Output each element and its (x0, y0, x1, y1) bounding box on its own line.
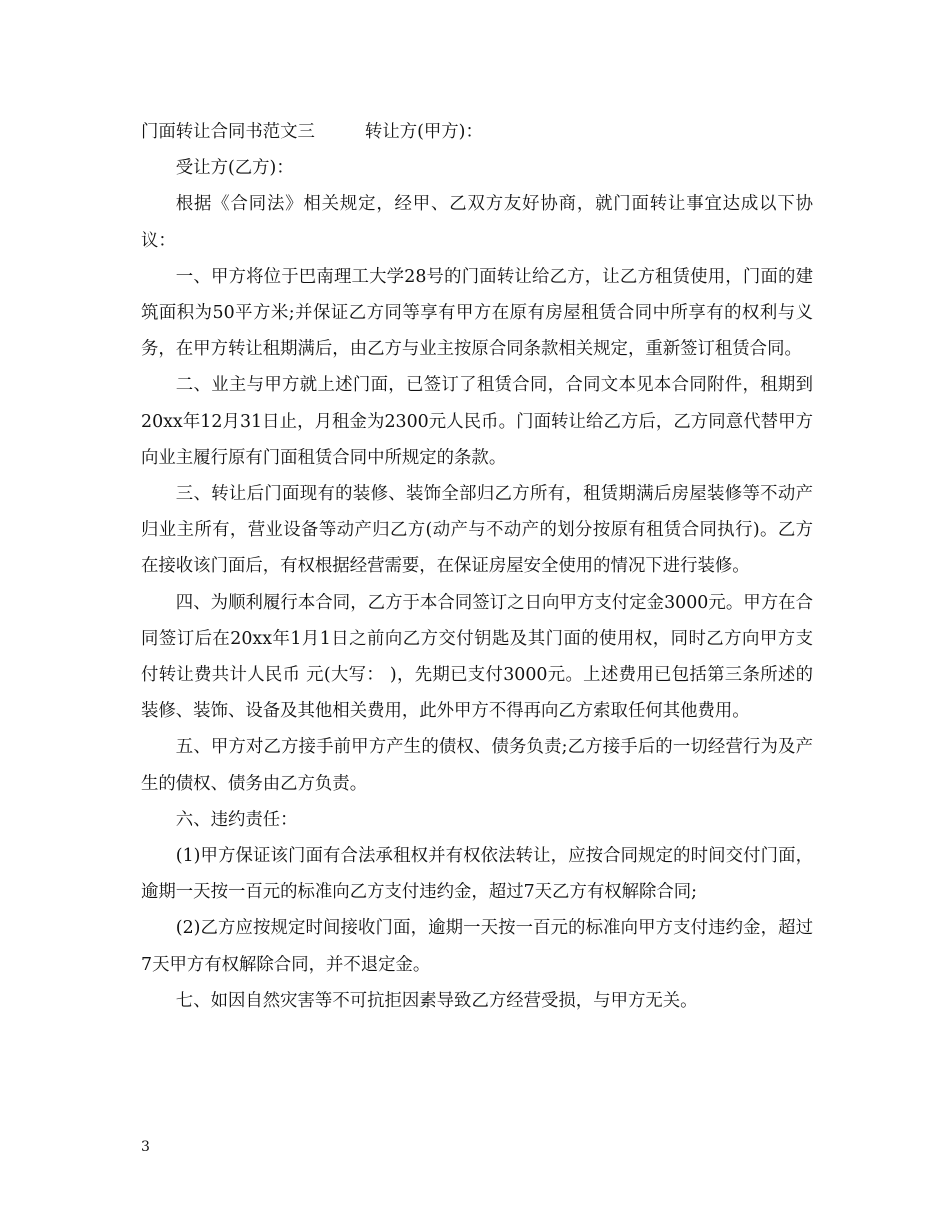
clause-4: 四、为顺利履行本合同，乙方于本合同签订之日向甲方支付定金3000元。甲方在合同签订后在20xx年1月1日之前向乙方交付钥匙及其门面的使用权，同时乙方向甲方支付转让费共计人民币 元(大写： )，先期已支付3000元。上述费用已包括第三条所述的装修、装饰、设备及其他相关费用，此外甲方不得再向乙方索取任何其他费用。 (141, 592, 813, 722)
clause-6-item-2: (2)乙方应按规定时间接收门面，逾期一天按一百元的标准向甲方支付违约金，超过7天甲方有权解除合同，并不退定金。 (141, 918, 813, 975)
clause-7: 七、如因自然灾害等不可抗拒因素导致乙方经营受损，与甲方无关。 (175, 990, 698, 1011)
heading-line (141, 114, 813, 150)
document-title: 门面转让合同书范文三 (141, 122, 315, 142)
clause-5: 五、甲方对乙方接手前甲方产生的债权、债务负责;乙方接手后的一切经营行为及产生的债权、债务由乙方负责。 (141, 737, 813, 794)
transferor-label: 转让方(甲方)： (364, 122, 483, 142)
clause-1: 一、甲方将位于巴南理工大学28号的门面转让给乙方，让乙方租赁使用，门面的建筑面积为50平方米;并保证乙方同等享有甲方在原有房屋租赁合同中所享有的权利与义务，在甲方转让租期满后，由乙方与业主按原合同条款相关规定，重新签订租赁合同。 (141, 266, 813, 360)
clause-3: 三、转让后门面现有的装修、装饰全部归乙方所有，租赁期满后房屋装修等不动产归业主所有，营业设备等动产归乙方(动产与不动产的划分按原有租赁合同执行)。乙方在接收该门面后，有权根据经营需要，在保证房屋安全使用的情况下进行装修。 (141, 484, 813, 577)
page-number: 3 (141, 1139, 150, 1155)
transferee-label: 受让方(乙方)： (175, 158, 294, 179)
clause-6-heading: 六、违约责任： (175, 809, 298, 830)
clause-6-item-1: (1)甲方保证该门面有合法承租权并有权依法转让，应按合同规定的时间交付门面，逾期一天按一百元的标准向乙方支付违约金，超过7天乙方有权解除合同; (141, 846, 813, 903)
document-body (141, 114, 813, 1019)
paragraph-preamble: 根据《合同法》相关规定，经甲、乙双方友好协商，就门面转让事宜达成以下协议： (141, 194, 813, 251)
clause-2: 二、业主与甲方就上述门面，已签订了租赁合同，合同文本见本合同附件，租期到20xx年12月31日止，月租金为2300元人民币。门面转让给乙方后，乙方同意代替甲方向业主履行原有门面租赁合同中所规定的条款。 (141, 375, 813, 468)
